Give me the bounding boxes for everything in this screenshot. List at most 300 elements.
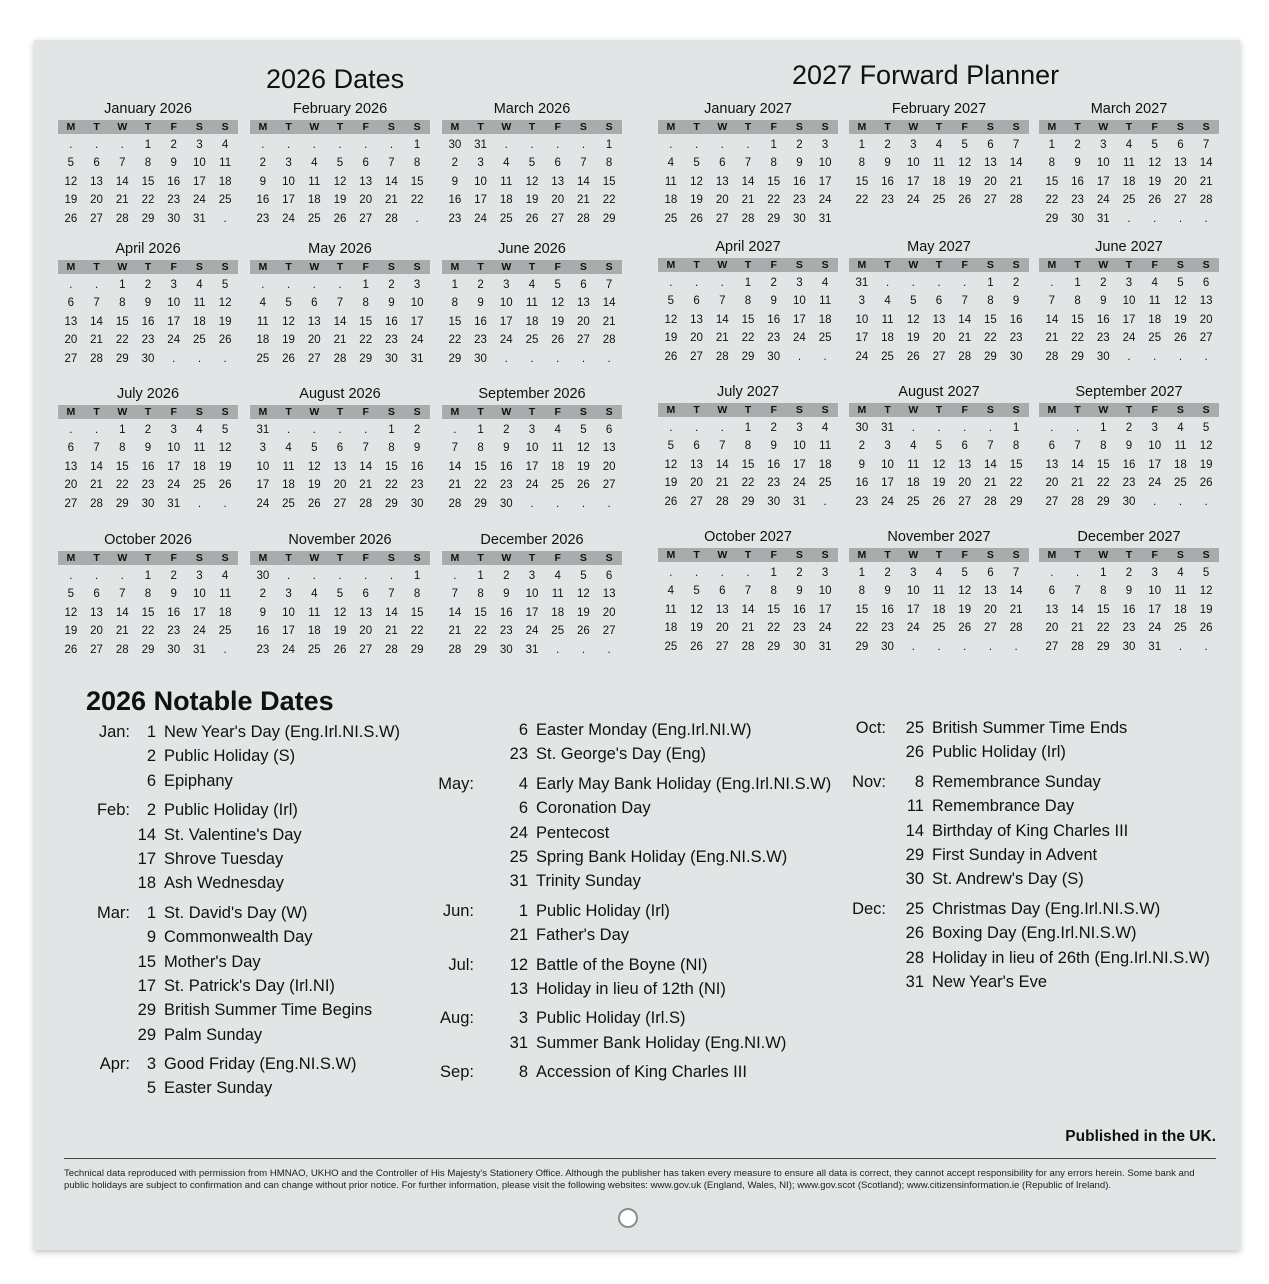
day-cell: 15 [359,315,373,328]
day-cell: 8 [770,157,777,170]
weekday-header [442,120,622,134]
day-cell: 5 [1151,139,1158,151]
weekday-label: M [857,259,867,271]
weekday-label: F [961,549,968,561]
day-cell: 4 [221,570,229,582]
day-cell: 30 [1071,212,1084,225]
notable-entry [86,744,400,768]
day-cell: 20 [715,622,729,635]
month-name: May 2026 [308,241,372,257]
day-cell: 24 [282,643,295,656]
day-cell: 23 [256,643,270,656]
day-cell: 31 [193,212,206,225]
day-cell: 3 [796,277,803,289]
day-cell: 2 [1100,277,1107,289]
day-cell: 7 [1012,567,1020,579]
day-cell: 9 [1125,440,1133,453]
day-cell: 26 [64,643,78,656]
day-cell: 13 [359,175,373,188]
day-cell: 20 [90,194,103,207]
day-cell: 2 [1074,139,1081,151]
day-cell: 13 [715,603,729,616]
notable-event: Trinity Sunday [536,872,641,891]
footer-disclaimer: Technical data reproduced with permission from HMNAO, UKHO and the Controller of His Majesty's Stationery Office. Although the publisher has taken every measure to ensure all data is correct, they cannot accept responsibility for any errors herein. Some bank and public holidays are subject to confirmation and can change without prior notice. For further information, please visit the following websites: www.gov.uk (England, Wales, NI); www.gov.scot (Scotland); www.citizensinformation.ie (Republic of Ireland). [64,1168,1195,1192]
day-cell: 21 [715,477,729,490]
notable-day: 25 [905,899,924,918]
weekday-label: S [387,261,395,273]
notable-event: Easter Monday (Eng.Irl.NI.W) [536,721,752,739]
notable-month-group [438,1060,831,1084]
weekday-label: W [309,406,320,418]
month-name: July 2027 [716,384,780,400]
day-cell: . [338,424,342,436]
day-cell: 5 [221,424,229,436]
day-cell: 16 [499,460,513,473]
day-cell: 26 [525,212,539,225]
day-cell: . [172,352,176,365]
day-cell: 7 [336,297,344,310]
day-cell: 17 [525,606,539,619]
weekday-label: T [744,549,752,561]
weekday-label: W [1098,121,1109,133]
day-cell: 16 [385,315,398,328]
day-cell: 12 [958,157,972,170]
day-cell: . [1050,277,1054,289]
day-cell: 31 [881,422,894,434]
day-cell: 21 [385,194,398,207]
day-cell: 25 [256,352,270,365]
day-cell: 20 [958,477,972,490]
day-cell: 7 [451,442,459,455]
weekday-header [250,405,430,419]
day-cell: 4 [528,279,536,291]
day-cell: 11 [907,458,920,471]
weekday-header [1039,548,1219,562]
weekday-header [442,405,622,419]
weekday-label: M [857,121,867,133]
day-cell: 9 [796,585,803,598]
day-cell: 1 [1100,422,1107,434]
day-cell: 1 [144,139,152,151]
day-cell: 12 [1148,157,1162,170]
weekday-label: M [450,121,460,133]
day-cell: 29 [448,352,462,365]
day-cell: 4 [1177,422,1184,434]
day-cell: 3 [285,157,292,170]
day-cell: 18 [256,334,270,347]
day-cell: 8 [477,588,484,601]
day-cell: 3 [413,279,421,291]
day-cell: 19 [64,194,78,207]
day-cell: 7 [93,442,100,455]
notable-event: Epiphany [164,771,233,790]
day-cell: 6 [362,588,369,601]
day-cell: . [720,139,724,151]
day-cell: 29 [410,643,424,656]
day-cell: 13 [307,315,321,328]
notable-day: 29 [905,845,924,864]
day-cell: 28 [1009,194,1023,207]
day-cell: 14 [741,175,755,188]
day-cell: 6 [605,570,613,582]
day-cell: 26 [333,643,347,656]
day-cell: 9 [170,157,177,170]
weekday-label: T [1125,549,1133,561]
notable-event: Early May Bank Holiday (Eng.Irl.NI.S.W) [536,774,832,793]
day-cell: 19 [958,175,972,188]
weekday-label: S [986,259,994,271]
weekday-label: F [770,549,777,561]
day-cell: 21 [1071,622,1084,635]
weekday-label: W [117,406,128,418]
day-cell: 16 [167,175,181,188]
day-cell: 4 [667,157,675,170]
day-cell: 19 [307,479,321,492]
weekday-header [849,120,1029,134]
day-cell: 15 [410,175,424,188]
day-cell: 2 [770,277,777,289]
day-cell: 26 [218,334,232,347]
day-cell: 2 [503,424,510,436]
notable-month-label [438,821,474,845]
notable-event: Accession of King Charles III [536,1063,747,1082]
day-cell: 16 [881,603,894,616]
day-cell: 2 [170,139,177,151]
day-cell: 8 [1100,585,1107,598]
weekday-label: S [387,406,395,418]
days-grid [849,136,1029,210]
day-cell: 21 [359,479,373,492]
weekday-label: T [1125,404,1133,416]
day-cell: 22 [1009,477,1023,490]
day-cell: 24 [410,334,424,347]
day-cell: 11 [1174,585,1187,598]
notable-dates-title: 2026 Notable Dates [86,686,334,716]
weekday-label: M [450,552,460,564]
day-cell: 3 [259,442,267,455]
day-cell: 25 [1174,622,1187,635]
weekday-label: W [717,549,728,561]
notable-day: 30 [905,870,924,889]
day-cell: 28 [958,350,972,363]
day-cell: 31 [793,495,806,508]
day-cell: 22 [602,194,616,207]
day-cell: 30 [881,640,894,653]
day-cell: . [453,424,457,436]
days-grid [58,136,238,228]
day-cell: 23 [855,495,869,508]
weekday-label: T [744,404,752,416]
weekday-label: S [795,404,803,416]
day-cell: 24 [855,350,869,363]
day-cell: . [720,422,724,434]
notable-month-label [86,974,130,998]
day-cell: 4 [935,567,943,579]
days-grid [1039,564,1219,656]
day-cell: 18 [551,606,565,619]
notable-event: Remembrance Sunday [932,772,1101,791]
notable-entry [438,772,831,796]
notable-event: Father's Day [536,926,630,945]
day-cell: 7 [719,440,726,453]
day-cell: 22 [115,334,129,347]
notable-day: 15 [137,952,156,971]
day-cell: 21 [385,625,398,638]
day-cell: 14 [1045,313,1059,326]
day-cell: 6 [67,297,75,310]
day-cell: 14 [448,606,462,619]
day-cell: 9 [477,297,484,310]
day-cell: 13 [1199,295,1213,308]
days-grid [658,419,838,511]
notable-entry [438,899,831,923]
notable-month-label [86,847,130,871]
weekday-header [658,548,838,562]
day-cell: 23 [793,194,806,207]
day-cell: 6 [987,139,994,151]
weekday-label: F [1151,259,1158,271]
month-block [658,528,838,656]
day-cell: 1 [858,139,866,151]
day-cell: 5 [961,139,968,151]
month-block [658,383,838,511]
day-cell: 2 [1125,567,1133,579]
notable-entry [86,1076,400,1100]
weekday-label: T [1074,404,1081,416]
day-cell: 18 [1148,313,1162,326]
day-cell: 15 [1096,458,1110,471]
notable-entry [438,796,831,820]
day-cell: 5 [1202,422,1210,434]
day-cell: 18 [193,315,206,328]
day-cell: 13 [602,588,616,601]
notable-day: 2 [146,801,156,820]
day-cell: 7 [388,157,395,170]
day-cell: 19 [333,625,347,638]
days-grid [58,276,238,368]
notable-event: Mother's Day [164,952,261,971]
day-cell: . [530,139,534,151]
weekday-label: T [336,406,344,418]
day-cell: 6 [1048,440,1056,453]
weekday-label: M [258,552,268,564]
day-cell: 11 [881,313,894,326]
day-cell: 18 [1122,175,1136,188]
day-cell: . [312,424,316,436]
notable-month-label [86,744,130,768]
notable-day: 12 [509,955,528,974]
day-cell: 27 [359,212,373,225]
weekday-label: F [1151,549,1158,561]
day-cell: 16 [767,313,781,326]
day-cell: 12 [1199,585,1213,598]
month-block [658,238,838,366]
day-cell: 16 [256,625,270,638]
day-cell: 10 [525,442,539,455]
day-cell: 17 [1122,313,1136,326]
notable-day: 5 [146,1079,156,1098]
day-cell: 26 [551,334,565,347]
day-cell: . [937,640,941,653]
day-cell: . [1204,640,1208,653]
weekday-label: S [986,549,994,561]
notable-day: 28 [905,948,924,967]
day-cell: 8 [744,295,752,308]
day-cell: 25 [307,643,321,656]
notable-month-label: Jun: [442,901,474,920]
day-cell: 12 [307,460,321,473]
day-cell: 27 [715,640,729,653]
notable-event: New Year's Eve [932,972,1048,991]
day-cell: 19 [690,194,703,207]
day-cell: . [94,279,99,291]
day-cell: 5 [1202,567,1210,579]
day-cell: 25 [193,479,206,492]
day-cell: 23 [167,625,181,638]
day-cell: 10 [906,157,920,170]
day-cell: 7 [388,588,395,601]
day-cell: 4 [821,422,829,434]
weekday-label: T [285,261,292,273]
day-cell: . [669,422,673,434]
notable-month-label [850,970,886,994]
weekday-header [250,260,430,274]
day-cell: . [1178,350,1183,363]
day-cell: . [453,570,457,582]
day-cell: 28 [333,352,347,365]
month-block [1039,100,1219,228]
day-cell: 19 [932,477,946,490]
day-cell: 4 [667,585,675,598]
notable-entry [86,798,400,822]
day-cell: 18 [906,477,920,490]
day-cell: 10 [881,458,894,471]
day-cell: . [607,497,611,510]
day-cell: 27 [715,212,729,225]
day-cell: 13 [602,442,616,455]
notable-entry [86,925,400,949]
day-cell: 17 [818,175,832,188]
weekday-label: S [195,552,203,564]
day-cell: 9 [413,442,421,455]
day-cell: 7 [362,442,369,455]
day-cell: 16 [499,606,513,619]
day-cell: 20 [602,460,616,473]
weekday-label: S [387,552,395,564]
day-cell: 31 [818,212,832,225]
day-cell: 24 [818,194,832,207]
day-cell: 9 [884,157,891,170]
day-cell: . [1204,495,1208,508]
day-cell: 25 [525,334,539,347]
day-cell: 2 [388,279,395,291]
day-cell: 4 [910,440,917,453]
notable-day: 9 [146,928,156,947]
day-cell: 14 [385,606,398,619]
day-cell: 21 [115,625,129,638]
day-cell: 10 [1148,585,1162,598]
day-cell: 23 [1096,332,1110,345]
day-cell: 14 [1009,157,1023,170]
weekday-label: F [770,259,777,271]
weekday-label: F [362,121,369,133]
day-cell: . [797,350,802,363]
day-cell: 25 [932,194,946,207]
weekday-label: M [666,404,676,416]
month-name: June 2027 [1095,239,1163,255]
day-cell: 1 [413,570,421,582]
days-grid [849,419,1029,511]
notable-entry [850,867,1210,891]
weekday-header [1039,403,1219,417]
day-cell: 4 [285,442,292,455]
notable-month-label: Jul: [448,955,474,974]
day-cell: 22 [767,622,781,635]
day-cell: 12 [577,588,590,601]
day-cell: 1 [858,567,866,579]
day-cell: 2 [1012,277,1020,289]
day-cell: 4 [884,295,891,308]
day-cell: 12 [577,442,590,455]
weekday-label: S [387,121,395,133]
day-cell: 26 [1199,622,1213,635]
day-cell: 10 [818,585,832,598]
day-cell: 22 [115,479,129,492]
weekday-label: M [666,121,676,133]
day-cell: 7 [1202,139,1210,151]
day-cell: 8 [605,157,613,170]
day-cell: 13 [577,297,590,310]
month-block [1039,528,1219,656]
weekday-label: T [693,404,700,416]
day-cell: 24 [256,497,270,510]
day-cell: 11 [500,175,513,188]
weekday-label: S [1202,404,1210,416]
notable-day: 24 [509,823,528,842]
weekday-label: W [309,121,320,133]
weekday-label: T [528,121,536,133]
weekday-header [1039,120,1219,134]
day-cell: 23 [385,334,398,347]
day-cell: 28 [90,497,103,510]
day-cell: 19 [333,194,347,207]
day-cell: . [94,139,99,151]
day-cell: . [885,277,890,289]
notable-entry [86,720,400,744]
notable-day: 23 [509,745,528,764]
day-cell: 28 [741,212,755,225]
day-cell: 8 [413,588,421,601]
day-cell: 29 [359,352,373,365]
day-cell: 17 [1148,458,1162,471]
day-cell: 31 [410,352,424,365]
day-cell: 10 [793,295,806,308]
day-cell: 19 [218,460,232,473]
notable-event: Spring Bank Holiday (Eng.NI.S.W) [536,847,788,866]
weekday-label: M [66,121,76,133]
day-cell: 27 [984,194,997,207]
day-cell: . [197,497,202,510]
day-cell: 4 [554,424,561,436]
day-cell: 22 [855,622,869,635]
day-cell: 16 [793,175,806,188]
notable-event: St. Patrick's Day (Irl.NI) [164,976,335,995]
weekday-label: S [195,261,203,273]
day-cell: 23 [1122,477,1136,490]
day-cell: 28 [359,497,373,510]
weekday-label: F [170,552,177,564]
day-cell: 11 [819,440,832,453]
